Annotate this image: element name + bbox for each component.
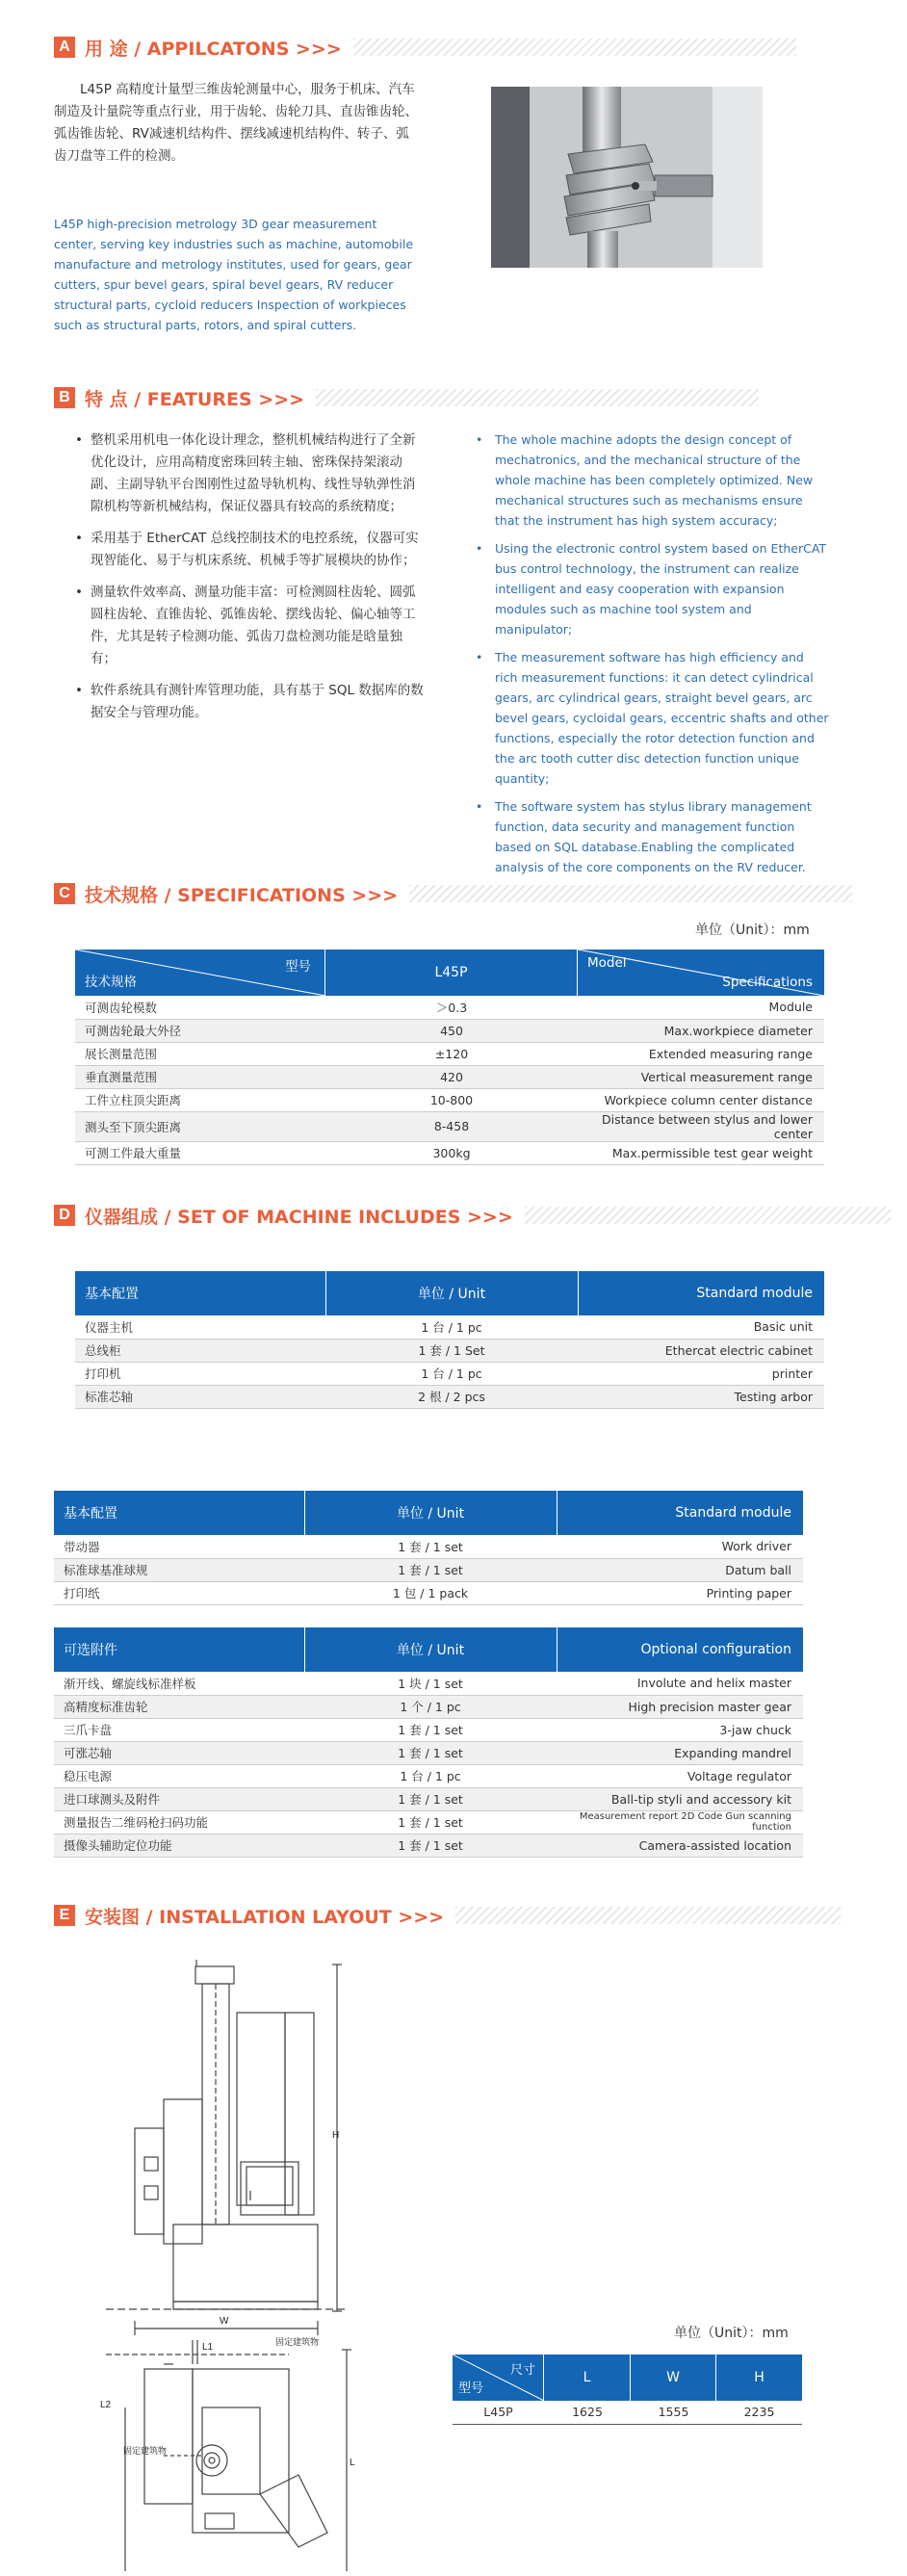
table-cell: 可测齿轮模数: [75, 996, 325, 1019]
table-cell: 垂直测量范围: [75, 1065, 325, 1088]
table-cell: 渐开线、螺旋线标准样板: [54, 1672, 304, 1695]
features-en-list: [474, 429, 830, 885]
section-badge: E: [54, 1905, 75, 1926]
unit-note: 单位（Unit）：mm: [695, 923, 810, 938]
table-row: [75, 1019, 824, 1042]
table-cell: 展长测量范围: [75, 1042, 325, 1065]
table-cell: 1 台 / 1 pc: [325, 1362, 578, 1385]
spec-model-name: L45P: [325, 950, 578, 996]
table-cell: Max.workpiece diameter: [578, 1019, 824, 1042]
column-header: 可选附件: [54, 1627, 304, 1672]
table-cell: 1555: [631, 2401, 716, 2424]
column-header: 基本配置: [75, 1271, 325, 1315]
table-row: [54, 1535, 803, 1558]
table-cell: 可测工件最大重量: [75, 1141, 325, 1164]
table-cell: Testing arbor: [578, 1385, 824, 1408]
spec-table: [75, 996, 824, 1165]
column-header: Standard module: [557, 1491, 803, 1535]
table-row: [54, 1695, 803, 1718]
decorative-stripe: [316, 389, 759, 406]
table-cell: Camera-assisted location: [557, 1834, 803, 1857]
table-cell: 摄像头辅助定位功能: [54, 1834, 304, 1857]
set-table-optional: [54, 1627, 803, 1858]
section-d-header: [54, 1203, 891, 1228]
table-header-row: [54, 1491, 803, 1535]
table-row: [75, 1385, 824, 1408]
dim-size-label: 尺寸: [509, 2363, 535, 2378]
table-cell: 1 套 / 1 set: [304, 1535, 557, 1558]
table-cell: 进口球测头及附件: [54, 1787, 304, 1810]
column-header: Standard module: [578, 1271, 824, 1315]
table-row: [75, 1339, 824, 1362]
table-cell: 1 套 / 1 Set: [325, 1339, 578, 1362]
list-item: • 测量软件效率高、测量功能丰富：可检测圆柱齿轮、圆弧圆柱齿轮、直锥齿轮、弧锥齿轮、摆线齿轮、偏心轴等工件，尤其是转子检测功能、弧齿刀盘检测功能是晗量独有；: [73, 582, 428, 670]
column-header: 单位 / Unit: [304, 1627, 557, 1672]
table-row: [54, 1581, 803, 1604]
spec-spec-en: Specifications: [722, 975, 813, 990]
table-cell: Voltage regulator: [557, 1764, 803, 1787]
table-cell: Expanding mandrel: [557, 1741, 803, 1764]
section-badge: D: [54, 1205, 75, 1226]
table-cell: 3-jaw chuck: [557, 1718, 803, 1741]
table-cell: 420: [325, 1065, 578, 1088]
dim-h-label: H: [332, 2130, 340, 2141]
table-row: [75, 1362, 824, 1385]
table-cell: 1 台 / 1 pc: [304, 1764, 557, 1787]
table-cell: 1 套 / 1 set: [304, 1741, 557, 1764]
list-item: • 采用基于 EtherCAT 总线控制技术的电控系统，仪器可实现智能化、易于与机床系统、机械手等扩展模块的协作；: [73, 528, 428, 572]
product-photo: [491, 87, 763, 268]
table-cell: Involute and helix master: [557, 1672, 803, 1695]
table-row: [54, 1558, 803, 1581]
column-header: 单位 / Unit: [325, 1271, 578, 1315]
table-cell: ±120: [325, 1042, 578, 1065]
table-row: [75, 1088, 824, 1111]
fixed-building-label: 固定建筑物: [275, 2337, 320, 2347]
table-row: [453, 2401, 802, 2424]
gear-measurement-illustration: [491, 87, 763, 268]
table-cell: High precision master gear: [557, 1695, 803, 1718]
table-cell: L45P: [453, 2401, 544, 2424]
section-a-header: [54, 35, 796, 60]
table-row: [75, 1111, 824, 1141]
section-b-header: [54, 385, 759, 410]
table-row: [54, 1810, 803, 1834]
table-cell: Ball-tip styli and accessory kit: [557, 1787, 803, 1810]
table-cell: 可测齿轮最大外径: [75, 1019, 325, 1042]
fixed-building-label: 固定建筑物: [123, 2446, 168, 2456]
table-cell: Workpiece column center distance: [578, 1088, 824, 1111]
table-cell: 1 套 / 1 set: [304, 1558, 557, 1581]
table-cell: Datum ball: [557, 1558, 803, 1581]
table-cell: Module: [578, 996, 824, 1019]
table-cell: 测量报告二维码枪扫码功能: [54, 1810, 304, 1834]
table-cell: Work driver: [557, 1535, 803, 1558]
table-cell: 2 根 / 2 pcs: [325, 1385, 578, 1408]
decorative-stripe: [525, 1207, 891, 1224]
table-cell: Ethercat electric cabinet: [578, 1339, 824, 1362]
table-cell: 工件立柱顶尖距离: [75, 1088, 325, 1111]
table-cell: 1 包 / 1 pack: [304, 1581, 557, 1604]
table-cell: 1 台 / 1 pc: [325, 1315, 578, 1339]
set-table-standard: [54, 1491, 803, 1605]
table-cell: 可涨芯轴: [54, 1741, 304, 1764]
table-row: [54, 1787, 803, 1810]
table-cell: Vertical measurement range: [578, 1065, 824, 1088]
table-cell: 450: [325, 1019, 578, 1042]
list-item: • 软件系统具有测针库管理功能，具有基于 SQL 数据库的数据安全与管理功能。: [73, 680, 428, 724]
table-cell: 1 套 / 1 set: [304, 1787, 557, 1810]
table-cell: ＞0.3: [325, 996, 578, 1019]
table-cell: 打印机: [75, 1362, 325, 1385]
table-row: [75, 996, 824, 1019]
dim-model-label: 型号: [458, 2381, 484, 2396]
table-cell: printer: [578, 1362, 824, 1385]
table-row: [75, 1042, 824, 1065]
table-row: [54, 1834, 803, 1857]
table-cell: Printing paper: [557, 1581, 803, 1604]
table-cell: 1 个 / 1 pc: [304, 1695, 557, 1718]
dim-w-label: W: [220, 2316, 229, 2327]
table-cell: 打印纸: [54, 1581, 304, 1604]
dim-table: [453, 2401, 802, 2425]
table-row: [54, 1672, 803, 1695]
section-title: 仪器组成 / SET OF MACHINE INCLUDES >>>: [85, 1206, 513, 1228]
table-header-row: [75, 1271, 824, 1315]
column-header: L: [544, 2355, 631, 2401]
table-cell: 带动器: [54, 1535, 304, 1558]
set-table-basic: [75, 1271, 824, 1409]
table-row: [75, 1141, 824, 1164]
decorative-stripe: [353, 39, 796, 56]
spec-spec-cn: 技术规格: [85, 975, 137, 990]
decorative-stripe: [409, 885, 852, 902]
dim-table-header: [453, 2355, 802, 2401]
table-cell: 8-458: [325, 1111, 578, 1141]
section-title: 技术规格 / SPECIFICATIONS >>>: [85, 884, 399, 906]
table-row: [54, 1718, 803, 1741]
table-cell: Max.permissible test gear weight: [578, 1141, 824, 1164]
table-cell: 稳压电源: [54, 1764, 304, 1787]
table-cell: 1 套 / 1 set: [304, 1718, 557, 1741]
table-row: [75, 1315, 824, 1339]
column-header: Optional configuration: [557, 1627, 803, 1672]
section-badge: A: [54, 37, 75, 58]
table-cell: 1 套 / 1 set: [304, 1834, 557, 1857]
table-cell: Distance between stylus and lower center: [578, 1111, 824, 1141]
list-item: • Using the electronic control system based on EtherCAT bus control technology, the instrument can realize intelligent and easy cooperation with expansion modules such as machine tool system and manipulator;: [474, 538, 830, 639]
table-cell: 测头至下顶尖距离: [75, 1111, 325, 1141]
spec-model-en: Model: [587, 955, 627, 971]
table-cell: 总线柜: [75, 1339, 325, 1362]
unit-note: 单位（Unit）：mm: [674, 2326, 789, 2341]
table-cell: 1 块 / 1 set: [304, 1672, 557, 1695]
table-cell: 标准芯轴: [75, 1385, 325, 1408]
column-header: W: [631, 2355, 716, 2401]
table-cell: Extended measuring range: [578, 1042, 824, 1065]
column-header: H: [754, 2370, 764, 2385]
list-item: • The measurement software has high efficiency and rich measurement functions: it can detect cylindrical gears, arc cylindrical gears, straight bevel gears, arc bevel gears, cycloidal gears, eccentric shafts and other functions, especially the rotor detection function and the arc tooth cutter disc detection function unique quantity;: [474, 647, 830, 789]
table-cell: 1625: [544, 2401, 631, 2424]
section-e-header: [54, 1903, 841, 1928]
dim-header-corner: [453, 2355, 544, 2401]
applications-cn-text: L45P 高精度计量型三维齿轮测量中心，服务于机床、汽车制造及计量院等重点行业，用于齿轮、齿轮刀具、直齿锥齿轮、弧齿锥齿轮、RV减速机结构件、摆线减速机结构件、转子、弧齿刀盘等工件的检测。: [54, 82, 418, 164]
dim-l2-label: L2: [100, 2400, 112, 2410]
dim-l-label: L: [350, 2458, 355, 2468]
section-badge: C: [54, 883, 75, 904]
table-row: [75, 1065, 824, 1088]
table-cell: 1 套 / 1 set: [304, 1810, 557, 1834]
section-title: 用 途 / APPILCATONS >>>: [85, 38, 342, 60]
table-cell: 300kg: [325, 1141, 578, 1164]
section-title: 安装图 / INSTALLATION LAYOUT >>>: [85, 1906, 445, 1928]
decorative-stripe: [455, 1907, 841, 1924]
table-cell: 标准球基准球规: [54, 1558, 304, 1581]
table-cell: 2235: [716, 2401, 802, 2424]
table-row: [54, 1741, 803, 1764]
list-item: • The whole machine adopts the design concept of mechatronics, and the mechanical structure of the whole machine has been completely optimized. New mechanical structures such as mechanisms ensure that the instrument has high system accuracy;: [474, 429, 830, 531]
table-cell: 高精度标准齿轮: [54, 1695, 304, 1718]
spec-header-en: [578, 950, 824, 996]
section-badge: B: [54, 387, 75, 408]
list-item: • The software system has stylus library management function, data security and management function based on SQL database.Enabling the complicated analysis of the core components on the RV reducer.: [474, 796, 830, 877]
table-header-row: [54, 1627, 803, 1672]
table-cell: 三爪卡盘: [54, 1718, 304, 1741]
spec-table-header: [75, 950, 824, 996]
column-header: 单位 / Unit: [304, 1491, 557, 1535]
table-cell: Basic unit: [578, 1315, 824, 1339]
applications-en-text: L45P high-precision metrology 3D gear measurement center, serving key industries such as machine, automobile manufacture and metrology institutes, used for gears, gear cutters, spur bevel gears, spiral bevel gears, RV reducer structural parts, cycloid reducers Inspection of workpieces such as structural parts, rotors, and spiral cutters.: [54, 217, 414, 332]
spec-model-cn: 型号: [285, 959, 311, 975]
list-item: • 整机采用机电一体化设计理念，整机机械结构进行了全新优化设计，应用高精度密珠回转主轴、密珠保持架滚动副、主副导轨平台图刚性过盈导轨机构、线性导轨弹性消隙机构等新机械结构，保证仪器具有较高的系统精度；: [73, 429, 428, 518]
section-c-header: [54, 881, 852, 906]
installation-drawing: [67, 1955, 385, 2571]
section-title: 特 点 / FEATURES >>>: [85, 388, 305, 410]
table-cell: 仪器主机: [75, 1315, 325, 1339]
features-cn-list: [73, 429, 428, 734]
table-cell: 10-800: [325, 1088, 578, 1111]
table-cell: Measurement report 2D Code Gun scanning function: [557, 1810, 803, 1834]
column-header: 基本配置: [54, 1491, 304, 1535]
spec-header-corner: [75, 950, 325, 996]
table-row: [54, 1764, 803, 1787]
dim-l1-label: L1: [202, 2342, 214, 2353]
